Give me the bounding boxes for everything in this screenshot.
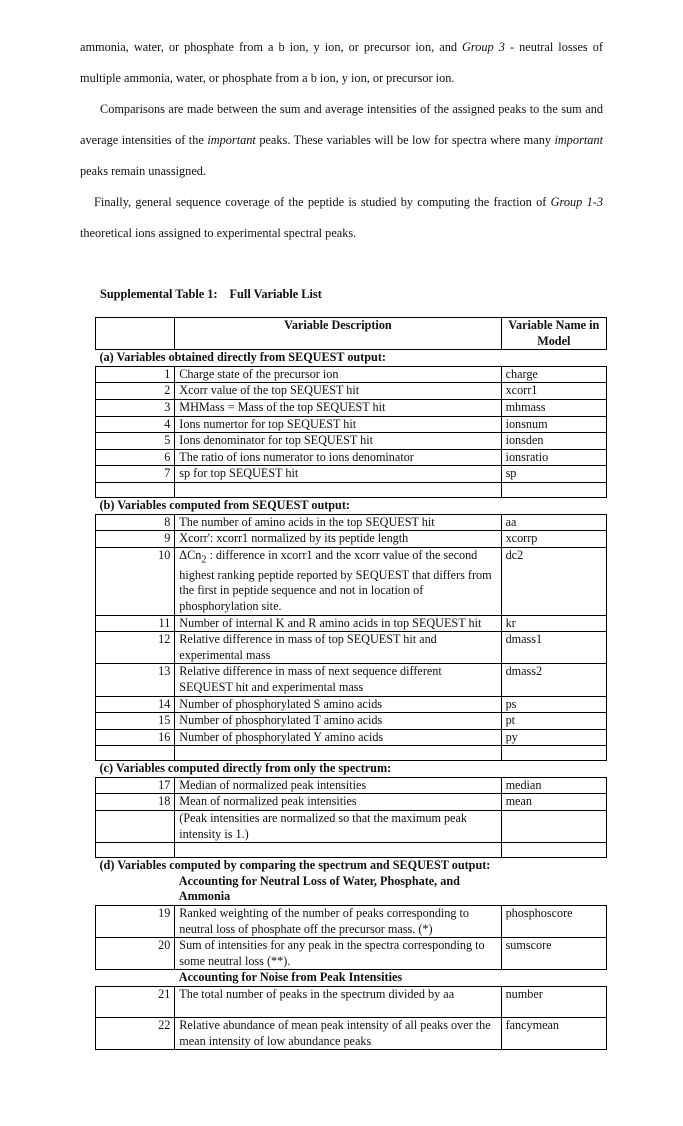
- variable-description: Number of phosphorylated Y amino acids: [175, 729, 501, 746]
- variable-number: 1: [96, 366, 175, 383]
- variable-model-name: number: [501, 987, 606, 1018]
- table-row: [96, 366, 607, 383]
- variable-model-name: aa: [501, 514, 606, 531]
- table-row: [96, 615, 607, 632]
- variable-description: The total number of peaks in the spectrum divided by aa: [175, 987, 501, 1018]
- variable-number: 16: [96, 729, 175, 746]
- subheading-neutral-loss: [96, 874, 607, 906]
- variable-description: sp for top SEQUEST hit: [175, 466, 501, 483]
- variable-model-name: pt: [501, 713, 606, 730]
- variable-number: 4: [96, 416, 175, 433]
- table-row: [96, 777, 607, 794]
- variable-model-name: ionsratio: [501, 449, 606, 466]
- variable-number: 22: [96, 1018, 175, 1050]
- variable-model-name: phosphoscore: [501, 906, 606, 938]
- variable-description: Relative difference in mass of top SEQUEST hit and experimental mass: [175, 632, 501, 664]
- blank-cell: [96, 746, 175, 761]
- variable-number: 18: [96, 794, 175, 811]
- variable-model-name: sp: [501, 466, 606, 483]
- variable-model-name: dmass1: [501, 632, 606, 664]
- table-row: [96, 938, 607, 970]
- header-number-cell: [96, 318, 175, 350]
- variable-model-name: charge: [501, 366, 606, 383]
- subheading-neutral-loss-text: Accounting for Neutral Loss of Water, Phosphate, and Ammonia: [178, 873, 460, 904]
- variable-description: Xcorr value of the top SEQUEST hit: [175, 383, 501, 400]
- variable-description: Number of phosphorylated S amino acids: [175, 696, 501, 713]
- variable-table: [95, 317, 607, 1050]
- variable-description: The ratio of ions numerator to ions denominator: [175, 449, 501, 466]
- variable-description: Relative abundance of mean peak intensity of all peaks over the mean intensity of low abundance peaks: [175, 1018, 501, 1050]
- table-row: [96, 1018, 607, 1050]
- subheading-noise-spacer: [96, 970, 175, 987]
- table-row: [96, 664, 607, 696]
- variable-number: 8: [96, 514, 175, 531]
- blank-cell: [501, 843, 606, 858]
- variable-number: 9: [96, 531, 175, 548]
- variable-model-name: fancymean: [501, 1018, 606, 1050]
- blank-cell: [501, 746, 606, 761]
- variable-number: 13: [96, 664, 175, 696]
- description-text: : difference in xcorr1 and the xcorr value of the second highest ranking peptide reported by SEQUEST that differs from the first in peptide sequence and not in location of phosphorylation site.: [179, 547, 492, 613]
- section-b-heading-title: (b) Variables computed from SEQUEST output:: [99, 497, 350, 512]
- variable-number: 14: [96, 696, 175, 713]
- variable-number: 12: [96, 632, 175, 664]
- variable-number: 6: [96, 449, 175, 466]
- note-row: [96, 811, 607, 843]
- paragraph-group3: ammonia, water, or phosphate from a b ion, y ion, or precursor ion, and Group 3 - neutral losses of multiple ammonia, water, or phosphate from a b ion, y ion, or precursor ion.: [80, 40, 603, 85]
- table-header-row: [96, 318, 607, 350]
- variable-model-name: ionsden: [501, 433, 606, 450]
- blank-row: [96, 843, 607, 858]
- table-row: [96, 514, 607, 531]
- blank-row: [96, 746, 607, 761]
- variable-model-name: xcorr1: [501, 383, 606, 400]
- variable-number: 7: [96, 466, 175, 483]
- table-caption: [100, 287, 322, 302]
- variable-description: The number of amino acids in the top SEQUEST hit: [175, 514, 501, 531]
- variable-description: Mean of normalized peak intensities: [175, 794, 501, 811]
- table-row: [96, 906, 607, 938]
- table-row: [96, 987, 607, 1018]
- variable-model-name: median: [501, 777, 606, 794]
- variable-description: Number of internal K and R amino acids in top SEQUEST hit: [175, 615, 501, 632]
- section-c-heading: [96, 761, 607, 778]
- variable-number: 21: [96, 987, 175, 1018]
- variable-description: Ions numertor for top SEQUEST hit: [175, 416, 501, 433]
- variable-description: Ions denominator for top SEQUEST hit: [175, 433, 501, 450]
- variable-model-name: kr: [501, 615, 606, 632]
- variable-model-name: dmass2: [501, 664, 606, 696]
- variable-number: 2: [96, 383, 175, 400]
- paragraph-comparisons: Comparisons are made between the sum and average intensities of the assigned peaks to the sum and average intensities of the important peaks. These variables will be low for spectra where many important peaks remain unassigned.: [80, 102, 603, 178]
- table-row: [96, 383, 607, 400]
- variable-description: MHMass = Mass of the top SEQUEST hit: [175, 399, 501, 416]
- table-row: [96, 399, 607, 416]
- subheading-neutral-loss-spacer: [96, 874, 175, 906]
- section-c-heading-title: (c) Variables computed directly from only the spectrum:: [99, 761, 392, 776]
- variable-description: Number of phosphorylated T amino acids: [175, 713, 501, 730]
- header-description: Variable Description: [175, 318, 501, 350]
- normalization-note: (Peak intensities are normalized so that the maximum peak intensity is 1.): [175, 811, 501, 843]
- note-name-cell: [501, 811, 606, 843]
- variable-number: 11: [96, 615, 175, 632]
- caption-title: Full Variable List: [229, 287, 322, 301]
- table-row: [96, 416, 607, 433]
- variable-description: Xcorr': xcorr1 normalized by its peptide length: [175, 531, 501, 548]
- variable-description: Ranked weighting of the number of peaks corresponding to neutral loss of phosphate off the precursor mass. (*): [175, 906, 501, 938]
- blank-cell: [175, 843, 501, 858]
- variable-model-name: ionsnum: [501, 416, 606, 433]
- section-b-heading: [96, 497, 607, 514]
- subheading-neutral-loss-spacer-right: [501, 874, 606, 906]
- variable-description: Sum of intensities for any peak in the spectra corresponding to some neutral loss (**).: [175, 938, 501, 970]
- blank-cell: [96, 843, 175, 858]
- variable-number: 5: [96, 433, 175, 450]
- variable-number: 15: [96, 713, 175, 730]
- blank-row: [96, 482, 607, 497]
- paragraph-coverage: Finally, general sequence coverage of the peptide is studied by computing the fraction of Group 1-3 theoretical ions assigned to experimental spectral peaks.: [80, 195, 603, 240]
- section-d-heading-title: (d) Variables computed by comparing the spectrum and SEQUEST output:: [99, 858, 491, 873]
- table-row: [96, 794, 607, 811]
- variable-number: 17: [96, 777, 175, 794]
- table-row: [96, 466, 607, 483]
- variable-model-name: dc2: [501, 547, 606, 615]
- variable-number: 20: [96, 938, 175, 970]
- variable-model-name: ps: [501, 696, 606, 713]
- variable-number: 10: [96, 547, 175, 615]
- variable-number: 3: [96, 399, 175, 416]
- section-a-heading: [96, 350, 607, 367]
- caption-label: Supplemental Table 1:: [100, 287, 218, 301]
- header-name: Variable Name in Model: [501, 318, 606, 350]
- variable-number: 19: [96, 906, 175, 938]
- subheading-noise-spacer-right: [501, 970, 606, 987]
- table-row: [96, 729, 607, 746]
- variable-description: Median of normalized peak intensities: [175, 777, 501, 794]
- note-number-cell: [96, 811, 175, 843]
- variable-description: Charge state of the precursor ion: [175, 366, 501, 383]
- section-a-heading-title: (a) Variables obtained directly from SEQUEST output:: [99, 350, 386, 365]
- blank-cell: [501, 482, 606, 497]
- variable-model-name: mean: [501, 794, 606, 811]
- delta-cn-symbol: ΔCn: [179, 547, 202, 562]
- variable-model-name: py: [501, 729, 606, 746]
- subheading-noise-text: Accounting for Noise from Peak Intensities: [178, 970, 403, 985]
- blank-cell: [175, 482, 501, 497]
- subheading-noise: [96, 970, 607, 987]
- table-row: [96, 531, 607, 548]
- blank-cell: [96, 482, 175, 497]
- section-d-heading: [96, 858, 607, 874]
- variable-model-name: mhmass: [501, 399, 606, 416]
- blank-cell: [175, 746, 501, 761]
- table-row: [96, 433, 607, 450]
- variable-description: Relative difference in mass of next sequence different SEQUEST hit and experimental mass: [175, 664, 501, 696]
- delta-cn-subscript: 2: [201, 554, 207, 566]
- table-row: [96, 547, 607, 615]
- table-row: [96, 696, 607, 713]
- table-row: [96, 713, 607, 730]
- variable-description: [175, 547, 501, 615]
- table-row: [96, 449, 607, 466]
- variable-model-name: xcorrp: [501, 531, 606, 548]
- variable-model-name: sumscore: [501, 938, 606, 970]
- table-row: [96, 632, 607, 664]
